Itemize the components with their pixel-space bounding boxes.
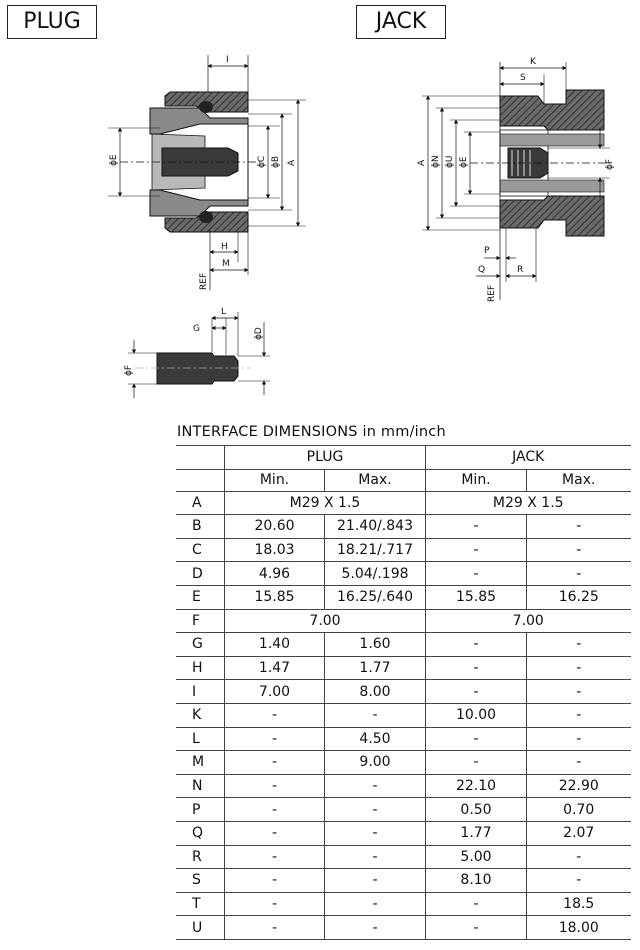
jack-housing-bottom bbox=[500, 196, 604, 236]
plug-max-cell: - bbox=[325, 798, 426, 822]
jack-min-cell: - bbox=[426, 538, 527, 562]
jack-dim-n: ϕN bbox=[431, 155, 441, 168]
jack-max-cell: - bbox=[527, 680, 631, 704]
jack-dim-e: ϕE bbox=[459, 156, 469, 168]
header-plug: PLUG bbox=[225, 446, 426, 470]
jack-min-cell: 0.50 bbox=[426, 798, 527, 822]
jack-max-cell: 16.25 bbox=[527, 585, 631, 609]
jack-dim-r: R bbox=[517, 265, 524, 275]
table-row bbox=[176, 727, 631, 751]
table-row bbox=[176, 609, 631, 633]
table-row bbox=[176, 916, 631, 940]
jack-max-cell: - bbox=[527, 869, 631, 893]
jack-min-cell: - bbox=[426, 656, 527, 680]
jack-drawing bbox=[417, 57, 615, 302]
plug-max-cell: - bbox=[325, 869, 426, 893]
plug-max-cell: 8.00 bbox=[325, 680, 426, 704]
jack-max-cell: - bbox=[527, 538, 631, 562]
plug-min-cell: - bbox=[225, 703, 325, 727]
pin-detail-drawing bbox=[124, 307, 270, 398]
jack-min-cell: - bbox=[426, 727, 527, 751]
row-label: F bbox=[176, 609, 225, 633]
plug-span-cell: M29 X 1.5 bbox=[225, 491, 426, 515]
plug-dim-a: A bbox=[287, 159, 297, 166]
plug-min-cell: - bbox=[225, 751, 325, 775]
jack-dim-u: ϕU bbox=[445, 155, 455, 168]
jack-max-cell: - bbox=[527, 727, 631, 751]
plug-max-cell: 4.50 bbox=[325, 727, 426, 751]
jack-insulator-bottom bbox=[500, 180, 604, 192]
row-label: H bbox=[176, 656, 225, 680]
plug-dim-c: ϕC bbox=[257, 155, 267, 168]
row-label: R bbox=[176, 845, 225, 869]
plug-min-cell: - bbox=[225, 798, 325, 822]
row-label: D bbox=[176, 562, 225, 586]
plug-max-cell: 1.77 bbox=[325, 656, 426, 680]
jack-dim-f: ϕF bbox=[605, 158, 615, 170]
row-label: Q bbox=[176, 821, 225, 845]
plug-dim-h: H bbox=[221, 242, 228, 252]
plug-min-cell: 1.47 bbox=[225, 656, 325, 680]
plug-max-cell: 1.60 bbox=[325, 633, 426, 657]
jack-title: JACK bbox=[356, 5, 446, 39]
plug-dim-m: M bbox=[222, 259, 230, 269]
plug-max-cell: - bbox=[325, 821, 426, 845]
pin-body bbox=[157, 353, 238, 384]
jack-ref: REF bbox=[487, 284, 497, 302]
jack-insulator-top bbox=[500, 134, 604, 146]
row-label: A bbox=[176, 491, 225, 515]
jack-min-cell: 5.00 bbox=[426, 845, 527, 869]
plug-oring-bottom bbox=[199, 211, 213, 223]
header-corner bbox=[176, 446, 225, 470]
jack-max-cell: 18.00 bbox=[527, 916, 631, 940]
row-label: K bbox=[176, 703, 225, 727]
jack-min-cell: 22.10 bbox=[426, 774, 527, 798]
jack-min-cell: 15.85 bbox=[426, 585, 527, 609]
table-row bbox=[176, 585, 631, 609]
jack-min-cell: - bbox=[426, 916, 527, 940]
plug-min-cell: - bbox=[225, 916, 325, 940]
row-label: U bbox=[176, 916, 225, 940]
table-row bbox=[176, 821, 631, 845]
jack-max-cell: 18.5 bbox=[527, 892, 631, 916]
jack-min-cell: - bbox=[426, 680, 527, 704]
table-row bbox=[176, 798, 631, 822]
plug-min-cell: - bbox=[225, 845, 325, 869]
jack-max-cell: - bbox=[527, 656, 631, 680]
table-row bbox=[176, 538, 631, 562]
pin-dim-l: L bbox=[221, 307, 227, 317]
jack-min-cell: - bbox=[426, 751, 527, 775]
plug-min-cell: - bbox=[225, 821, 325, 845]
table-row bbox=[176, 680, 631, 704]
jack-max-cell: - bbox=[527, 633, 631, 657]
plug-min-cell: - bbox=[225, 727, 325, 751]
table-row bbox=[176, 751, 631, 775]
jack-min-cell: - bbox=[426, 515, 527, 539]
row-label: G bbox=[176, 633, 225, 657]
jack-max-cell: - bbox=[527, 562, 631, 586]
row-label: S bbox=[176, 869, 225, 893]
plug-max-cell: - bbox=[325, 845, 426, 869]
row-label: C bbox=[176, 538, 225, 562]
plug-dim-i: I bbox=[226, 55, 229, 65]
row-label: E bbox=[176, 585, 225, 609]
jack-min-cell: - bbox=[426, 633, 527, 657]
plug-min-cell: - bbox=[225, 869, 325, 893]
jack-max-cell: - bbox=[527, 845, 631, 869]
plug-max-cell: - bbox=[325, 703, 426, 727]
table-row bbox=[176, 656, 631, 680]
table-row bbox=[176, 892, 631, 916]
table-row bbox=[176, 515, 631, 539]
table-row bbox=[176, 491, 631, 515]
table-row bbox=[176, 633, 631, 657]
plug-max-cell: 18.21/.717 bbox=[325, 538, 426, 562]
row-label: L bbox=[176, 727, 225, 751]
table-row bbox=[176, 774, 631, 798]
plug-min-cell: 18.03 bbox=[225, 538, 325, 562]
plug-min-cell: - bbox=[225, 774, 325, 798]
jack-dim-a: A bbox=[417, 159, 427, 166]
plug-dim-b: ϕB bbox=[271, 155, 281, 168]
jack-min-cell: 8.10 bbox=[426, 869, 527, 893]
subheader-corner bbox=[176, 469, 225, 491]
jack-span-cell: M29 X 1.5 bbox=[426, 491, 631, 515]
jack-min-cell: - bbox=[426, 892, 527, 916]
row-label: P bbox=[176, 798, 225, 822]
plug-min-cell: 1.40 bbox=[225, 633, 325, 657]
table-row bbox=[176, 562, 631, 586]
plug-min-cell: 15.85 bbox=[225, 585, 325, 609]
header-jack: JACK bbox=[426, 446, 631, 470]
connector-drawings bbox=[0, 0, 640, 420]
jack-dim-k: K bbox=[530, 57, 536, 67]
plug-min-cell: - bbox=[225, 892, 325, 916]
jack-dim-q: Q bbox=[478, 265, 486, 275]
interface-dimensions-table bbox=[176, 445, 631, 940]
pin-dim-g: G bbox=[193, 324, 200, 334]
header-plug-max: Max. bbox=[325, 469, 426, 491]
plug-max-cell: 9.00 bbox=[325, 751, 426, 775]
header-jack-min: Min. bbox=[426, 469, 527, 491]
jack-max-cell: - bbox=[527, 703, 631, 727]
pin-dim-f: ϕF bbox=[124, 364, 134, 376]
plug-max-cell: - bbox=[325, 892, 426, 916]
plug-max-cell: - bbox=[325, 916, 426, 940]
jack-housing-top bbox=[500, 90, 604, 130]
plug-max-cell: 21.40/.843 bbox=[325, 515, 426, 539]
table-row bbox=[176, 845, 631, 869]
row-label: T bbox=[176, 892, 225, 916]
jack-max-cell: 2.07 bbox=[527, 821, 631, 845]
jack-span-cell: 7.00 bbox=[426, 609, 631, 633]
plug-title: PLUG bbox=[7, 5, 97, 39]
header-jack-max: Max. bbox=[527, 469, 631, 491]
plug-span-cell: 7.00 bbox=[225, 609, 426, 633]
header-plug-min: Min. bbox=[225, 469, 325, 491]
jack-dim-s: S bbox=[520, 73, 526, 83]
pin-dim-d: ϕD bbox=[254, 327, 264, 340]
table-row bbox=[176, 869, 631, 893]
jack-max-cell: 0.70 bbox=[527, 798, 631, 822]
plug-min-cell: 7.00 bbox=[225, 680, 325, 704]
plug-max-cell: 16.25/.640 bbox=[325, 585, 426, 609]
plug-ref: REF bbox=[199, 272, 209, 290]
jack-max-cell: 22.90 bbox=[527, 774, 631, 798]
plug-dim-e: ϕE bbox=[109, 154, 119, 166]
jack-max-cell: - bbox=[527, 751, 631, 775]
row-label: M bbox=[176, 751, 225, 775]
plug-min-cell: 20.60 bbox=[225, 515, 325, 539]
table-title: INTERFACE DIMENSIONS in mm/inch bbox=[177, 424, 446, 440]
row-label: B bbox=[176, 515, 225, 539]
plug-drawing bbox=[108, 55, 306, 290]
row-label: N bbox=[176, 774, 225, 798]
plug-min-cell: 4.96 bbox=[225, 562, 325, 586]
jack-dim-p: P bbox=[484, 246, 490, 256]
jack-min-cell: 10.00 bbox=[426, 703, 527, 727]
plug-max-cell: 5.04/.198 bbox=[325, 562, 426, 586]
table-row bbox=[176, 703, 631, 727]
jack-min-cell: 1.77 bbox=[426, 821, 527, 845]
plug-max-cell: - bbox=[325, 774, 426, 798]
jack-min-cell: - bbox=[426, 562, 527, 586]
row-label: I bbox=[176, 680, 225, 704]
jack-max-cell: - bbox=[527, 515, 631, 539]
plug-oring-top bbox=[199, 101, 213, 113]
